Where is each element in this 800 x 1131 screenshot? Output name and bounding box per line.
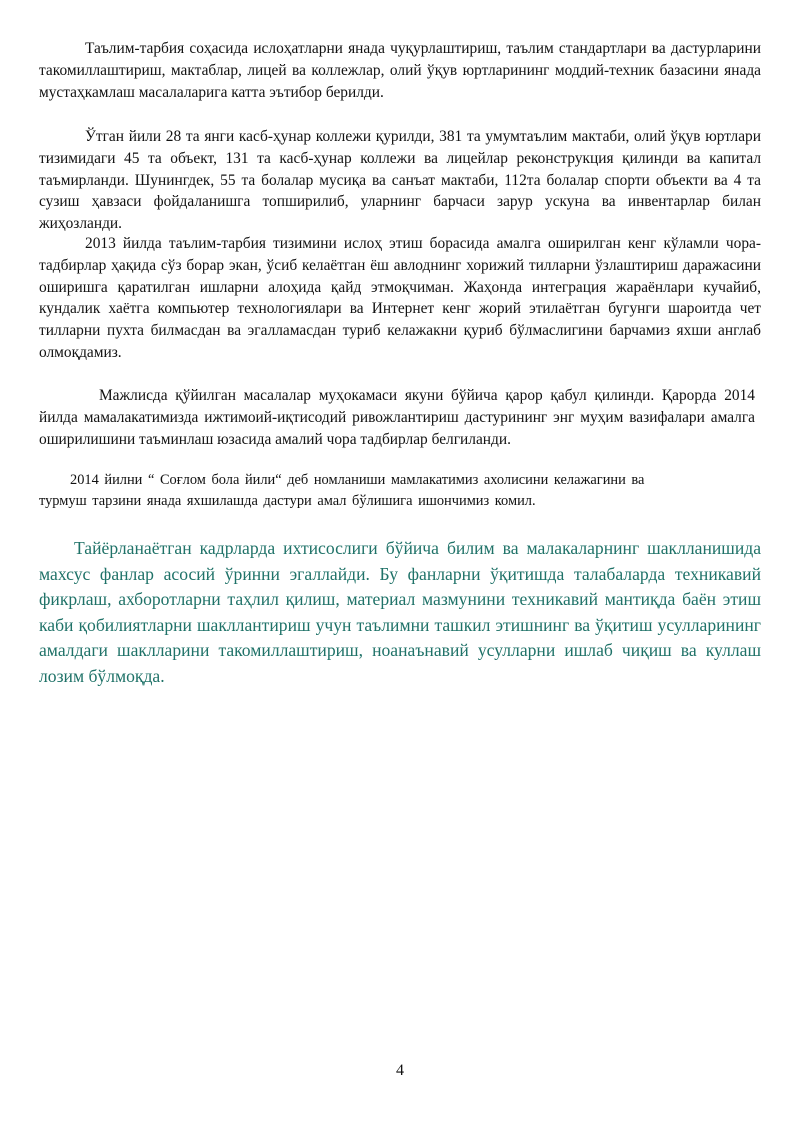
page-number: 4	[396, 1062, 404, 1079]
paragraph-construction-results: Ўтган йили 28 та янги касб-ҳунар коллежи қурилди, 381 та умумтаълим мактаби, олий ўқув юртлари тизимидаги 45 та объект, 131 та касб-ҳунар коллежи ва лицейлар реконструкция қилинди ва капитал таъмирланди. Шунингдек, 55 та болалар мусиқа ва санъат мактаби, 112та болалар спорти объекти ва 4 та сузиш ҳавзаси фойдаланишга топширилиб, уларнинг барчаси зарур ускуна ва инвентарлар билан жиҳозланди.	[39, 128, 761, 233]
paragraph-foreign-languages: 2013 йилда таълим-тарбия тизимини ислоҳ этиш борасида амалга оширилган кенг кўламли чора-тадбирлар ҳақида сўз борар экан, ўсиб келаётган ёш авлоднинг хорижий тилларни ўзлаштириш даражасини оширишга қаратилган ишларни алоҳида қайд этмоқчиман. Жаҳонда интеграция жараёнлари кучайиб, кундалик хаётга компьютер технологиялари ва Интернет кенг жорий этилаётган бугунги шароитда чет тилларни пухта билмасдан ва эгалламасдан туриб келажакни қуриб бўлмаслигини барчамиз яхши англаб олмоқдамиз.	[39, 235, 761, 361]
paragraph-meeting-decision: Мажлисда қўйилган масалалар муҳокамаси якуни бўйича қарор қабул қилинди. Қарорда 2014 йилда мамалакатимизда ижтимоий-иқтисодий ривожлантириш дастурининг энг муҳим вазифалари амалга оширилишини таъминлаш юзасида амалий чора тадбирлар белгиланди.	[39, 387, 755, 448]
paragraph-education-reforms: Таълим-тарбия соҳасида ислоҳатларни янада чуқурлаштириш, таълим стандартлари ва дастурларини такомиллаштириш, мактаблар, лицей ва коллежлар, олий ўқув юртларининг моддий-техник базасини янада мустаҳкамлаш масалаларига катта эътибор берилди.	[39, 40, 761, 101]
paragraph-healthy-child-year: 2014 йилни “ Соғлом бола йили“ деб номланиши мамлакатимиз ахолисини келажагини ва турмуш тарзини янада яхшилашда дастури амал бўлишига ишончимиз комил.	[39, 472, 645, 509]
paragraph-specialist-training: Тайёрланаётган кадрларда ихтисослиги бўйича билим ва малакаларнинг шаклланишида махсус фанлар асосий ўринни эгаллайди. Бу фанларни ўқитишда талабаларда техникавий фикрлаш, ахборотларни таҳлил қилиш, материал мазмунини техникавий мантиқда баён этиш каби қобилиятларни шакллантириш учун таълимни ташкил этишнинг ва ўқитиш усулларининг амалдаги шаклларини такомиллаштириш, ноанаънавий усулларни ишлаб чиқиш ва куллаш лозим бўлмоқда.	[39, 538, 761, 686]
